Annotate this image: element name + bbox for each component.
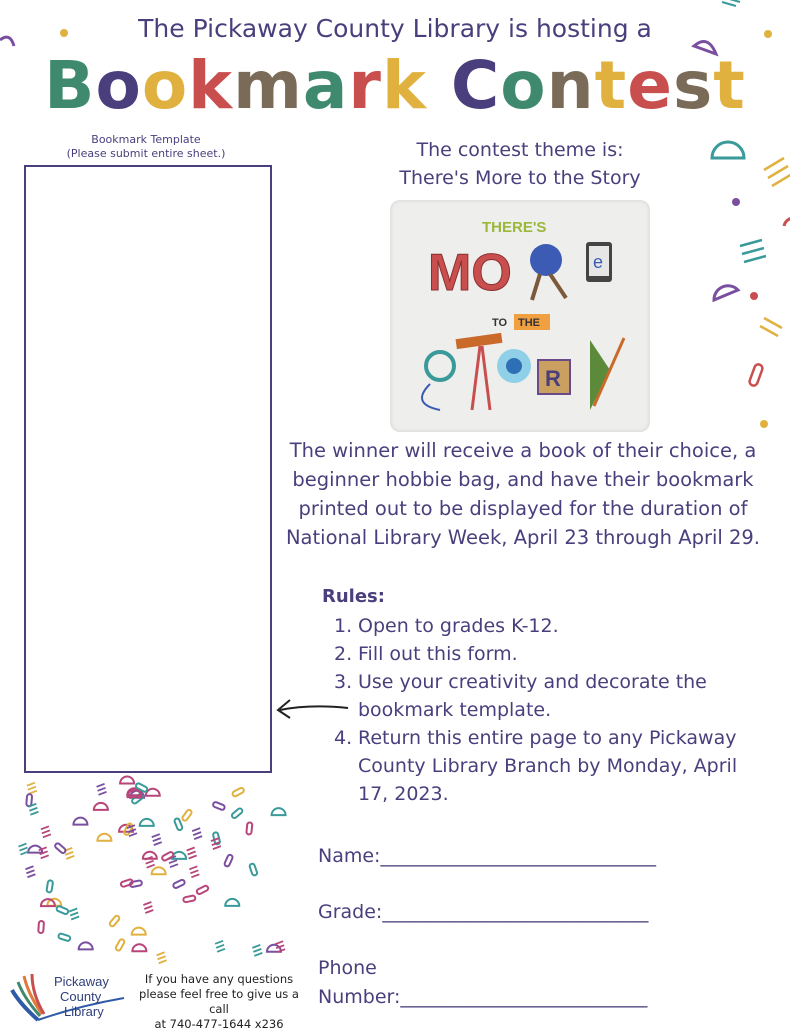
- art-word-the: THE: [518, 317, 540, 329]
- confetti-piece: [231, 807, 243, 819]
- confetti-piece: [252, 945, 262, 956]
- phone-field-label: Phone: [318, 957, 377, 979]
- confetti-piece: [69, 908, 79, 919]
- confetti-piece: [97, 834, 111, 841]
- contest-title: [0, 46, 790, 126]
- confetti-piece: [157, 952, 167, 963]
- confetti-piece: [58, 933, 71, 941]
- title-letter: r: [348, 47, 382, 124]
- confetti-piece: [181, 809, 192, 822]
- confetti-piece: [27, 783, 37, 794]
- logo-text-line1: Pickaway: [54, 974, 109, 989]
- confetti-piece: [132, 944, 146, 951]
- confetti-piece: [196, 885, 209, 895]
- theme-heading: [380, 136, 660, 192]
- title-letter: o: [141, 47, 189, 124]
- confetti-piece: [38, 921, 44, 933]
- rule-item: 3. Use your creativity and decorate the bookmark template.: [334, 671, 707, 721]
- confetti-piece: [172, 879, 185, 889]
- confetti-piece: [54, 842, 66, 854]
- confetti-piece: [26, 794, 32, 806]
- title-letter: t: [594, 47, 628, 124]
- logo-text-line3: Library: [64, 1004, 104, 1019]
- prize-description: The winner will receive a book of their choice, a beginner hobbie bag, and have their bookmark printed out to be displayed for the duration of National Library Week, April 23 through April 29.: [285, 439, 761, 549]
- svg-text:e: e: [593, 252, 604, 272]
- confetti-piece: [97, 784, 107, 795]
- theme-title: There's More to the Story: [399, 167, 641, 189]
- art-word-mo: MO: [428, 244, 512, 302]
- confetti-piece: [275, 941, 285, 952]
- title-letter: B: [44, 47, 96, 124]
- name-field[interactable]: Name:_____________________________: [318, 845, 656, 867]
- theme-intro: The contest theme is:: [416, 139, 624, 161]
- confetti-piece: [249, 863, 258, 876]
- rules-list: [334, 612, 754, 808]
- confetti-piece: [132, 928, 146, 935]
- confetti-piece: [73, 818, 87, 825]
- confetti-piece: [120, 776, 134, 783]
- confetti-piece: [109, 915, 121, 927]
- contact-phone: at 740-477-1644 x236: [154, 1017, 284, 1031]
- book-logo-icon: [8, 968, 128, 1022]
- confetti-piece: [192, 828, 202, 839]
- confetti-piece: [246, 822, 252, 834]
- template-label-note: (Please submit entire sheet.): [66, 147, 226, 160]
- logo-text-line2: County: [60, 989, 102, 1004]
- title-word: [44, 46, 427, 126]
- confetti-piece: [94, 803, 108, 810]
- phone-number-field[interactable]: Number:__________________________: [318, 986, 648, 1008]
- rules-heading: Rules:: [322, 586, 385, 607]
- confetti-piece: [224, 854, 233, 867]
- confetti-piece: [25, 866, 35, 877]
- confetti-piece: [232, 787, 245, 797]
- rule-item: 2. Fill out this form.: [334, 643, 518, 665]
- art-word-to: TO: [492, 317, 508, 329]
- confetti-piece: [18, 844, 28, 855]
- title-letter: t: [713, 47, 746, 124]
- contact-info: [128, 972, 310, 1032]
- library-logo: [8, 968, 128, 1022]
- confetti-piece: [79, 942, 93, 949]
- confetti-piece: [140, 819, 154, 826]
- grade-field[interactable]: Grade:____________________________: [318, 901, 649, 923]
- confetti-piece: [187, 847, 197, 858]
- title-word: [451, 46, 746, 126]
- confetti-piece: [183, 895, 196, 902]
- svg-text:R: R: [545, 366, 561, 391]
- title-letter: s: [672, 47, 714, 124]
- confetti-piece: [56, 905, 69, 914]
- theme-artwork: [390, 200, 650, 432]
- intro-heading: The Pickaway County Library is hosting a: [138, 14, 652, 43]
- confetti-piece: [174, 818, 183, 831]
- title-letter: o: [500, 47, 547, 124]
- confetti-piece: [152, 834, 162, 845]
- bookmark-template-box[interactable]: [24, 165, 272, 773]
- art-word-theres: THERE'S: [482, 219, 547, 236]
- confetti-piece: [28, 804, 38, 815]
- rule-item: 1. Open to grades K-12.: [334, 615, 559, 637]
- title-letter: o: [95, 47, 142, 124]
- confetti-piece: [225, 899, 239, 906]
- confetti-piece: [215, 941, 225, 952]
- confetti-piece: [115, 938, 125, 951]
- contact-line: If you have any questions: [144, 972, 294, 986]
- confetti-piece: [152, 867, 166, 874]
- title-letter: a: [302, 47, 349, 124]
- template-label-title: Bookmark Template: [91, 133, 201, 146]
- title-letter: e: [627, 47, 673, 124]
- headphones-icon: [426, 352, 454, 380]
- contact-line: please feel free to give us a call: [139, 987, 299, 1016]
- template-label: [22, 133, 270, 161]
- confetti-piece: [143, 902, 153, 913]
- confetti-piece: [189, 866, 199, 877]
- title-letter: m: [233, 47, 303, 124]
- confetti-piece: [46, 880, 53, 893]
- rule-item: 4. Return this entire page to any Pickaway County Library Branch by Monday, April 17, 2023.: [334, 727, 738, 805]
- title-letter: k: [188, 47, 234, 124]
- title-letter: C: [450, 47, 501, 124]
- title-letter: k: [381, 47, 427, 124]
- title-letter: n: [546, 47, 595, 124]
- confetti-piece: [41, 826, 51, 837]
- confetti-piece: [212, 801, 225, 810]
- theme-artwork-graphic: [390, 200, 650, 432]
- confetti-piece: [272, 808, 286, 815]
- yarn-ball-icon: [530, 244, 562, 276]
